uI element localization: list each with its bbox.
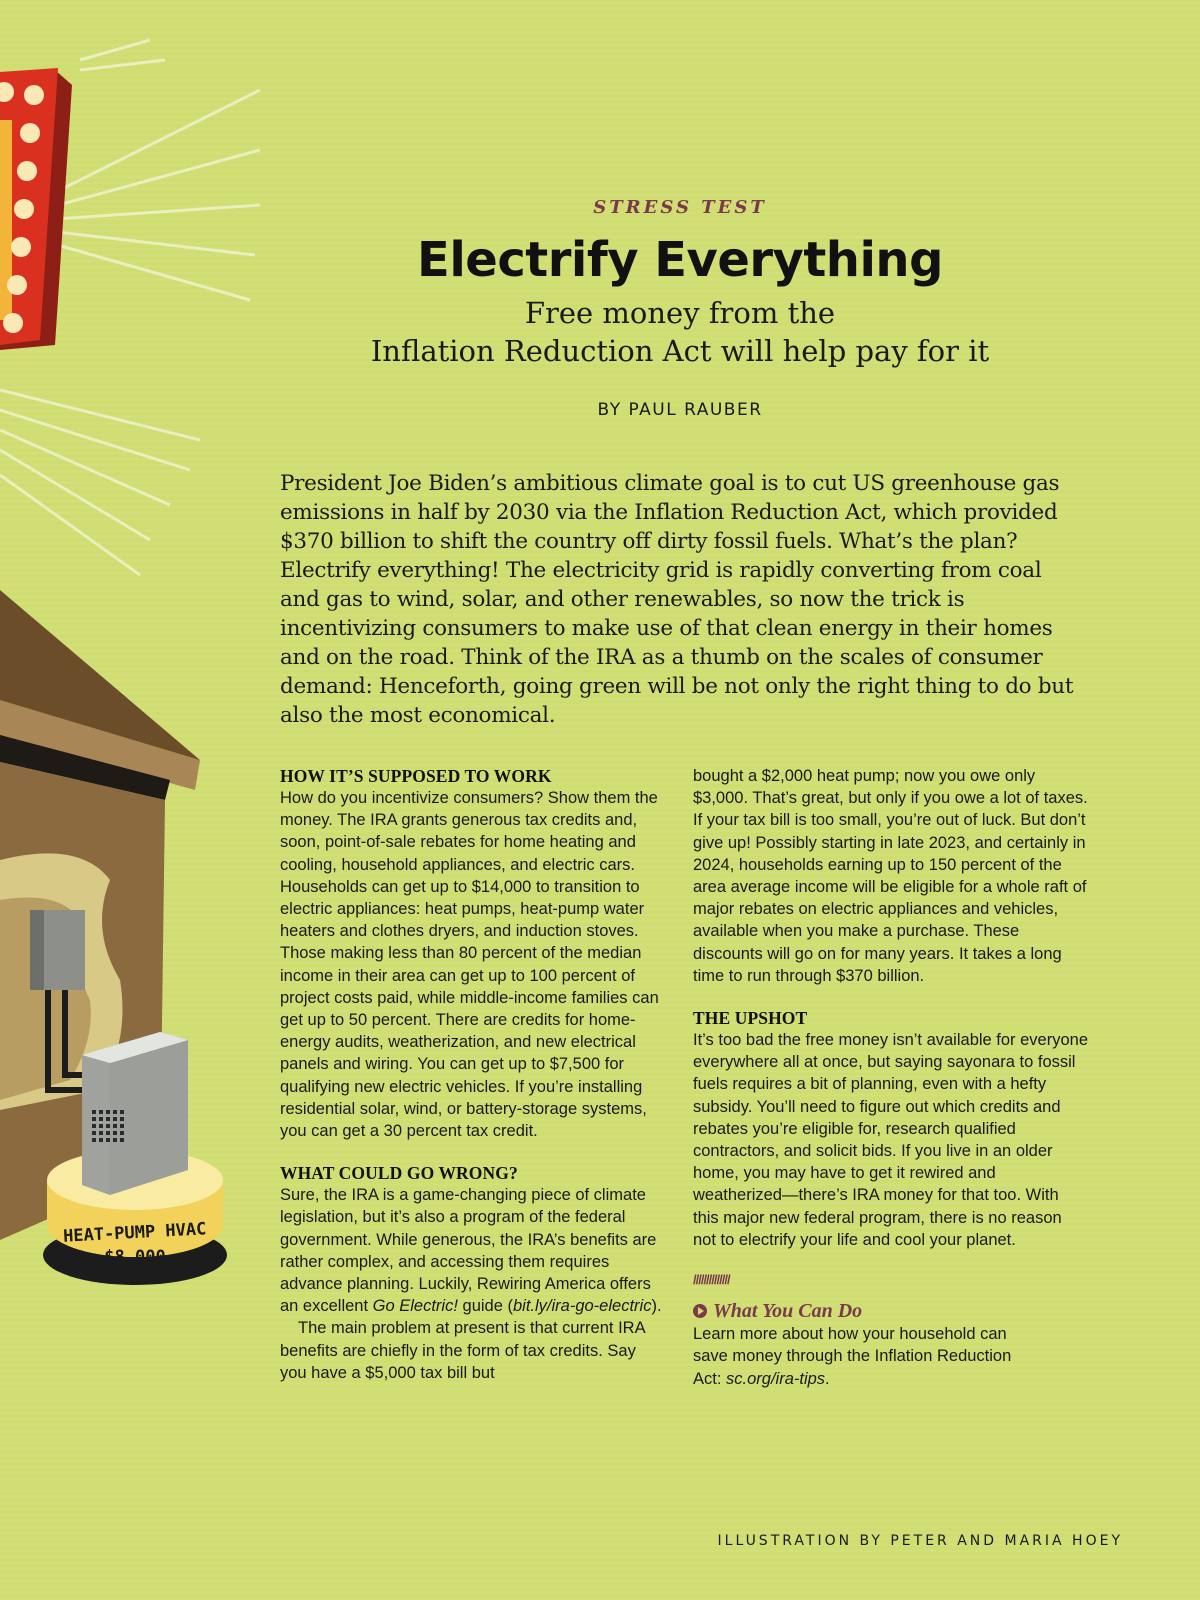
ira-tips-link[interactable]: sc.org/ira-tips [726,1369,826,1388]
intro-text: President Joe Biden’s ambitious climate goal is to cut US greenhouse gas emissions in half by 2030 via the Inflation Reduction Act, which provided $370 billion to shift the country off dirty fossil fuels. What’s the plan? Electrify everything! The electricity grid is rapidly converting from coal and gas to wind, solar, and other renewables, so now the trick is incentivizing consumers to make use of that clean energy in their homes and on the road. Think of the IRA as a thumb on the scales of consumer demand: Henceforth, going green will be not only the right thing to do but also the most economical. [280,471,1074,728]
heading-upshot: THE UPSHOT [693,1008,808,1029]
hvac-label-line2: $8,000 [104,1247,166,1267]
guide-link[interactable]: bit.ly/ira-go-electric [512,1297,652,1316]
body-main-problem-continued: bought a $2,000 heat pump; now you owe only $3,000. That’s great, but only if you owe a lot of taxes. If your tax bill is too small, you’re out of luck. But don’t give up! Possibly starting in late 2023, and certainly in 2024, households earning up to 150 percent of the area average income will be eligible for a whole raft of major rebates on electric appliances and vehicles, available when you make a purchase. These discounts will go on for many years. It takes a long time to run through $370 billion. [693,767,1088,985]
what-you-can-do-body [693,1323,1013,1390]
wycd-text: Learn more about how your household can save money through the Inflation Reduction Act: [693,1325,1012,1388]
arrow-circle-icon [693,1304,707,1318]
article-subtitle [280,294,1080,370]
guide-word: guide ( [457,1297,513,1316]
guide-close: ). [651,1297,662,1316]
illustration-credit: ILLUSTRATION BY PETER AND MARIA HOEY [717,1533,1123,1549]
body-how-it-works: How do you incentivize consumers? Show them the money. The IRA grants generous tax credits and, soon, point-of-sale rebates for home heating and cooling, household appliances, and electric cars. Households can get up to $14,000 to transition to electric appliances: heat pumps, heat-pump water heaters and clothes dryers, and induction stoves. Those making less than 80 percent of the median income in their area can get up to 100 percent of project costs paid, while middle-income families can get up to 50 percent. There are credits for home-energy audits, weatherization, and new electrical panels and wiring. You can get up to $7,500 for qualifying new electric vehicles. If you’re installing residential solar, wind, or battery-storage systems, you can get a 30 percent tax credit. [280,789,659,1141]
hvac-label-line1: HEAT-PUMP HVAC [62,1219,207,1247]
wycd-end: . [825,1369,830,1388]
what-you-can-do-heading [693,1299,1088,1323]
body-upshot: It’s too bad the free money isn’t available for everyone everywhere all at once, but saying sayonara to fossil fuels requires a bit of planning, even with a hefty subsidy. You’ll need to figure out which credits and rebates you’re eligible for, research qualified contractors, and solicit bids. If you live in an older home, you may have to get it rewired and weatherized—there’s IRA money for that too. With this major new federal program, there is no reason not to electrify your life and cool your planet. [693,1031,1089,1249]
wrong-text: Sure, the IRA is a game-changing piece of climate legislation, but it’s also a program of the federal government. While generous, the IRA’s benefits are rather complex, and accessing them requires advance planning. Luckily, Rewiring America offers an excellent [280,1186,657,1316]
section-kicker: STRESS TEST [593,197,767,218]
byline: BY PAUL RAUBER [597,400,763,420]
heading-how-it-works: HOW IT’S SUPPOSED TO WORK [280,766,552,786]
subtitle-line-1: Free money from the [524,296,836,330]
body-main-problem: The main problem at present is that current IRA benefits are chiefly in the form of tax credits. Say you have a $5,000 tax bill but [280,1319,645,1382]
article-title: Electrify Everything [417,232,943,288]
intro-paragraph [280,469,1075,730]
heading-what-could-go-wrong: WHAT COULD GO WRONG? [280,1163,518,1184]
guide-name: Go Electric! [372,1297,458,1316]
column-right [693,765,1088,1390]
what-you-can-do-title: What You Can Do [713,1300,863,1323]
body-what-could-go-wrong [280,1184,665,1317]
column-left [280,765,665,1384]
section-divider: ////////////// [693,1272,730,1288]
subtitle-line-2: Inflation Reduction Act will help pay for it [370,334,990,368]
